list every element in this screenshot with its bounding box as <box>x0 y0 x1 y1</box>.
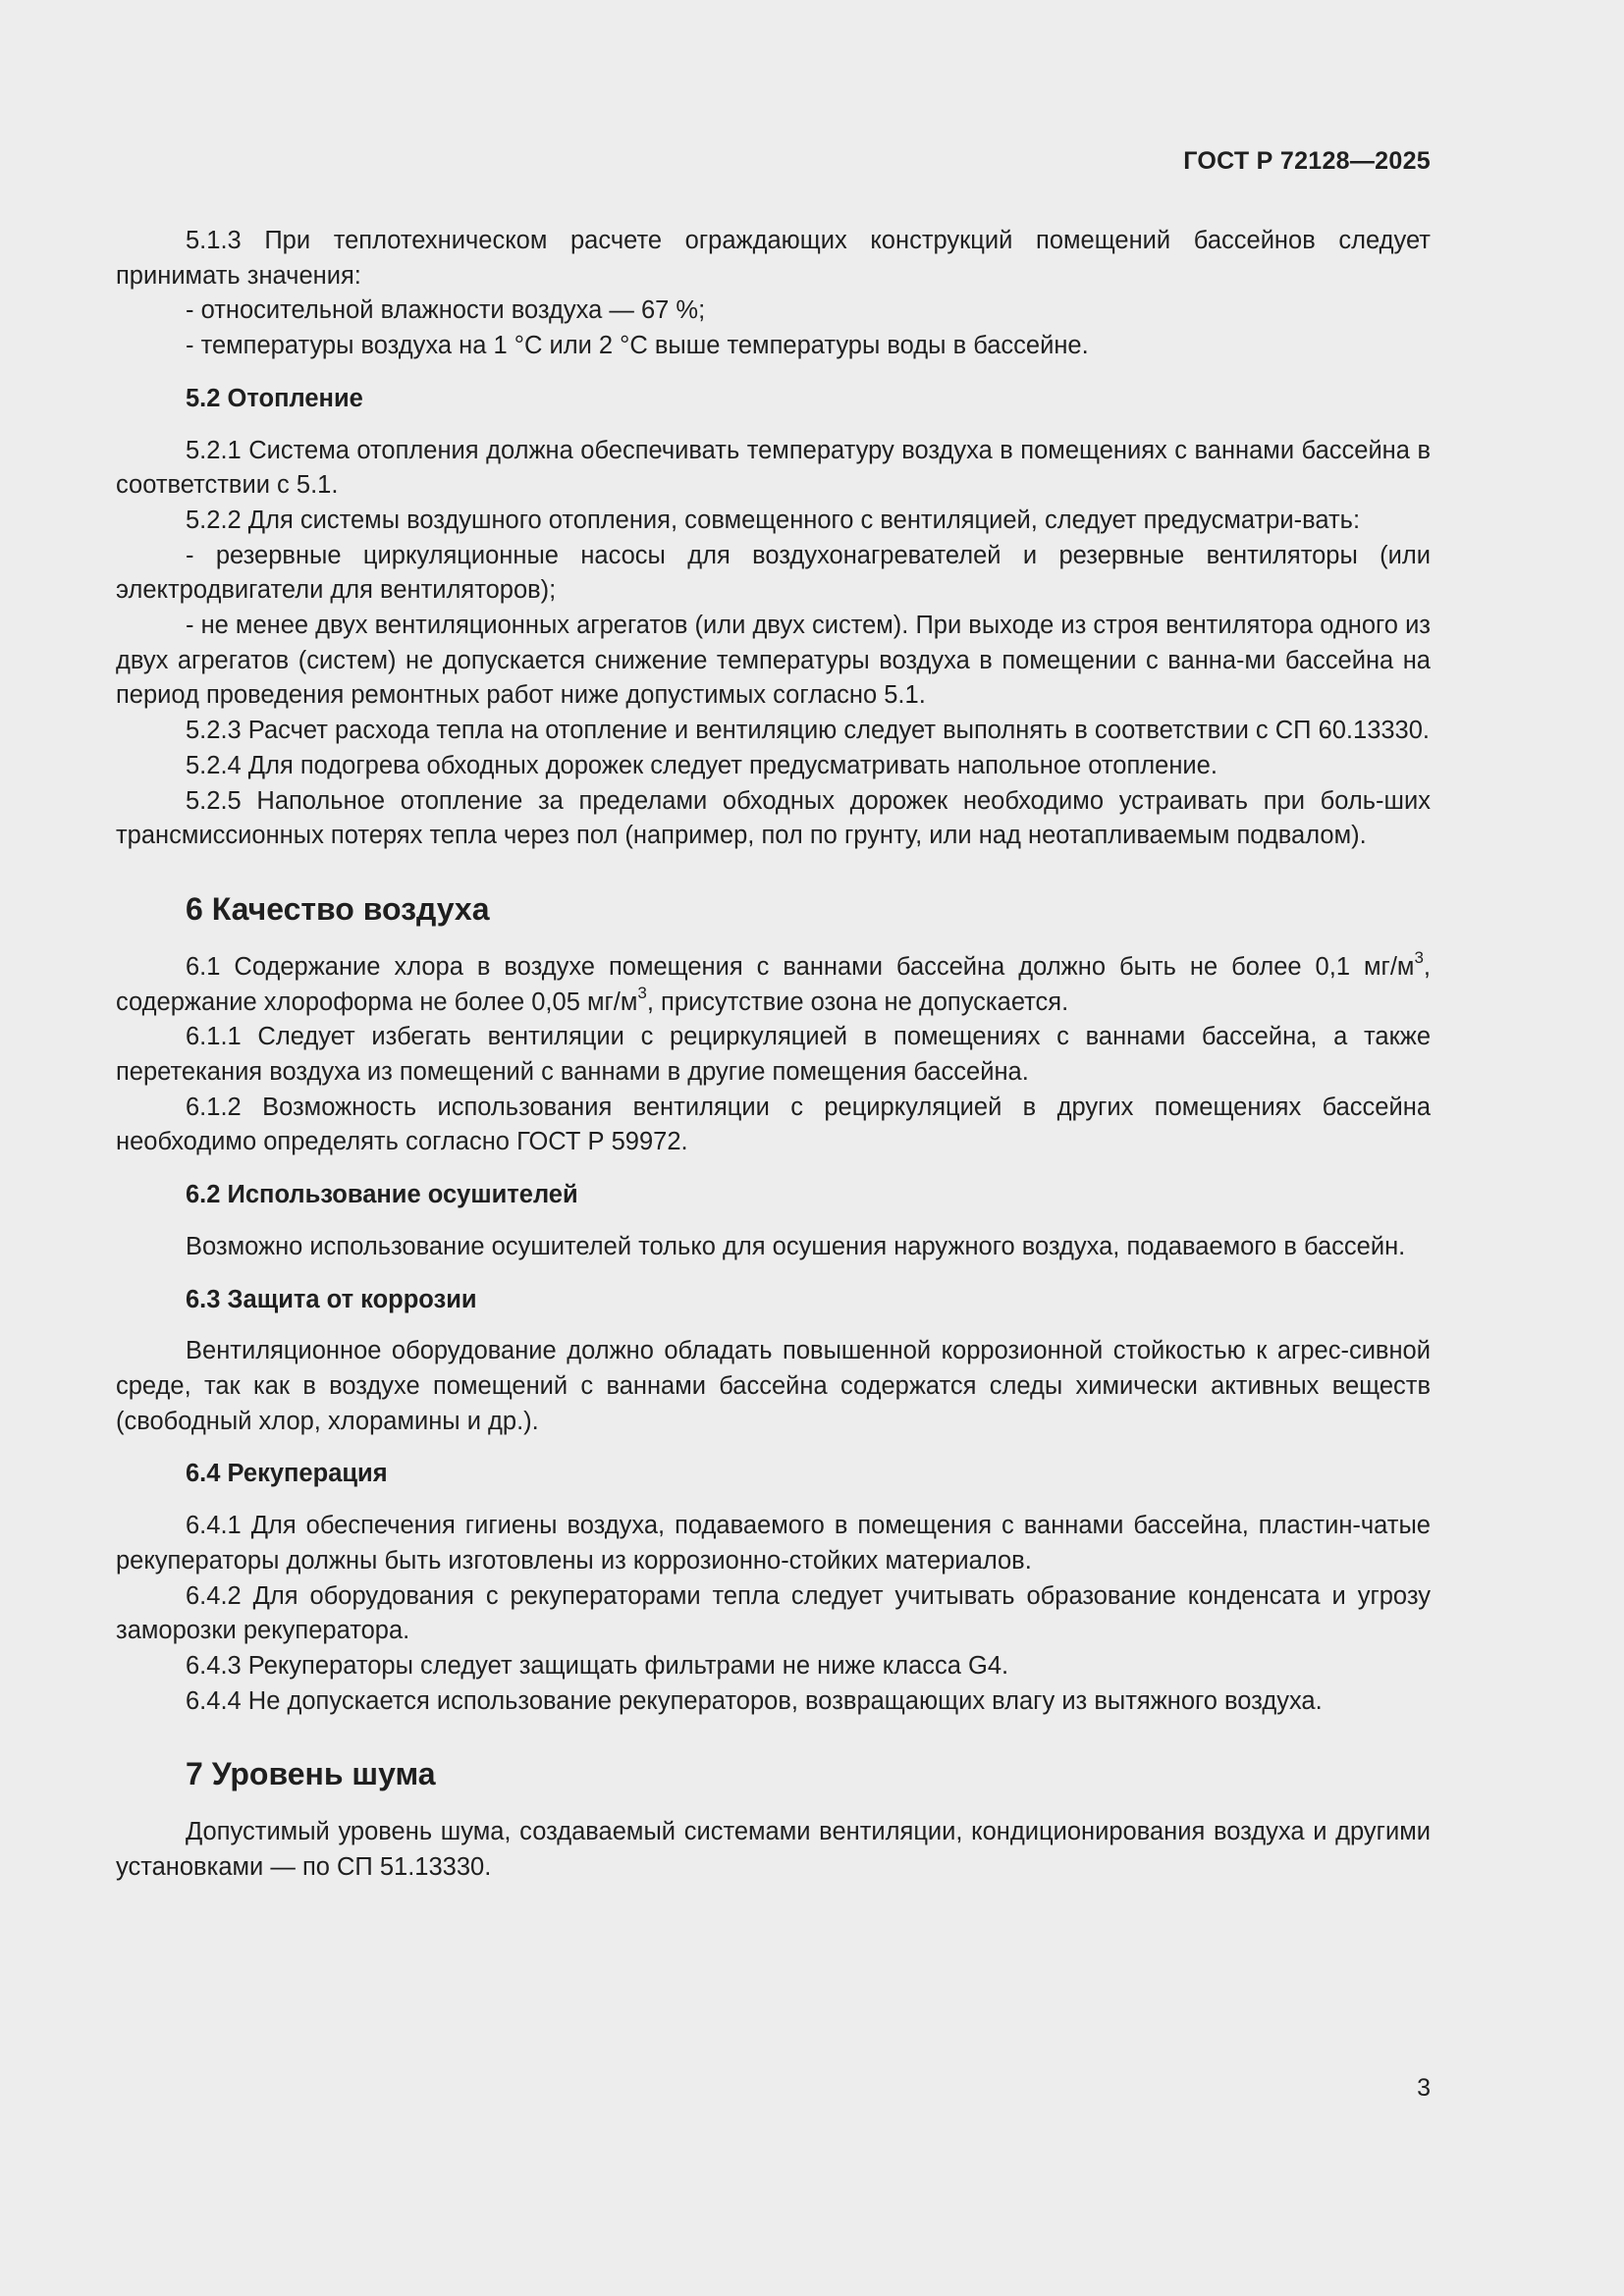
heading-6-3: 6.3 Защита от коррозии <box>186 1285 477 1313</box>
clause-6-3-text: Вентиляционное оборудование должно обладать повышенной коррозионной стойкостью к агрес-сивной среде, так как в воздухе помещений с ваннами бассейна содержатся следы химически активных веществ (свободный хлор, хлорамины и др.). <box>116 1337 1431 1435</box>
clause-5-2-3: 5.2.3 Расчет расхода тепла на отопление и вентиляцию следует выполнять в соответствии с СП 60.13330. <box>186 717 1431 745</box>
page-content <box>116 224 1431 1886</box>
clause-6-4-4: 6.4.4 Не допускается использование рекуператоров, возвращающих влагу из вытяжного воздуха. <box>186 1686 1323 1715</box>
clause-6-2-text: Возможно использование осушителей только для осушения наружного воздуха, подаваемого в бассейн. <box>186 1232 1406 1260</box>
superscript: 3 <box>1414 948 1424 968</box>
superscript: 3 <box>637 984 647 1003</box>
page-number: 3 <box>1417 2074 1431 2102</box>
heading-6-2: 6.2 Использование осушителей <box>186 1181 578 1209</box>
list-item: - резервные циркуляционные насосы для воздухонагревателей и резервные вентиляторы (или электродвигатели для вентиляторов); <box>116 541 1431 605</box>
clause-6-1-text-a: 6.1 Содержание хлора в воздухе помещения с ваннами бассейна должно быть не более 0,1 мг/м <box>186 952 1415 981</box>
clause-5-2-2: 5.2.2 Для системы воздушного отопления, совмещенного с вентиляцией, следует предусматри-вать: <box>186 506 1361 534</box>
clause-5-1-3: 5.1.3 При теплотехническом расчете ограждающих конструкций помещений бассейнов следует принимать значения: <box>116 227 1431 290</box>
clause-5-2-4: 5.2.4 Для подогрева обходных дорожек следует предусматривать напольное отопление. <box>186 751 1218 779</box>
clause-6-1-2: 6.1.2 Возможность использования вентиляции с рециркуляцией в других помещениях бассейна необходимо определять согласно ГОСТ Р 59972. <box>116 1093 1431 1156</box>
clause-6-1-1: 6.1.1 Следует избегать вентиляции с рециркуляцией в помещениях с ваннами бассейна, а также перетекания воздуха из помещений с ваннами в другие помещения бассейна. <box>116 1023 1431 1087</box>
clause-6-1-text-b: , содержание хлороформа не более 0,05 мг/м <box>116 952 1431 1016</box>
heading-6-4: 6.4 Рекуперация <box>186 1460 388 1488</box>
list-item: - не менее двух вентиляционных агрегатов (или двух систем). При выходе из строя вентилятора одного из двух агрегатов (систем) не допускается снижение температуры воздуха в помещении с ванна-ми бассейна на период проведения ремонтных работ ниже допустимых согласно 5.1. <box>116 612 1431 710</box>
clause-7-text: Допустимый уровень шума, создаваемый системами вентиляции, кондиционирования воздуха и другими установками — по СП 51.13330. <box>116 1818 1431 1882</box>
clause-6-4-2: 6.4.2 Для оборудования с рекуператорами тепла следует учитывать образование конденсата и угрозу заморозки рекуператора. <box>116 1581 1431 1645</box>
heading-7: 7 Уровень шума <box>186 1756 436 1792</box>
heading-6: 6 Качество воздуха <box>186 890 490 927</box>
document-code: ГОСТ Р 72128—2025 <box>1183 147 1431 175</box>
clause-6-4-1: 6.4.1 Для обеспечения гигиены воздуха, подаваемого в помещения с ваннами бассейна, пластин-чатые рекуператоры должны быть изготовлены из коррозионно-стойких материалов. <box>116 1512 1431 1575</box>
clause-6-4-3: 6.4.3 Рекуператоры следует защищать фильтрами не ниже класса G4. <box>186 1651 1009 1680</box>
clause-6-1 <box>116 950 1431 1020</box>
clause-5-2-5: 5.2.5 Напольное отопление за пределами обходных дорожек необходимо устраивать при боль-ших трансмиссионных потерях тепла через пол (например, пол по грунту, или над неотапливаемым подвалом). <box>116 786 1431 850</box>
clause-6-1-text-c: , присутствие озона не допускается. <box>646 988 1069 1016</box>
list-item: - температуры воздуха на 1 °C или 2 °C выше температуры воды в бассейне. <box>186 332 1089 360</box>
list-item: - относительной влажности воздуха — 67 %; <box>186 296 706 325</box>
clause-5-2-1: 5.2.1 Система отопления должна обеспечивать температуру воздуха в помещениях с ваннами бассейна в соответствии с 5.1. <box>116 436 1431 500</box>
heading-5-2: 5.2 Отопление <box>186 384 363 412</box>
